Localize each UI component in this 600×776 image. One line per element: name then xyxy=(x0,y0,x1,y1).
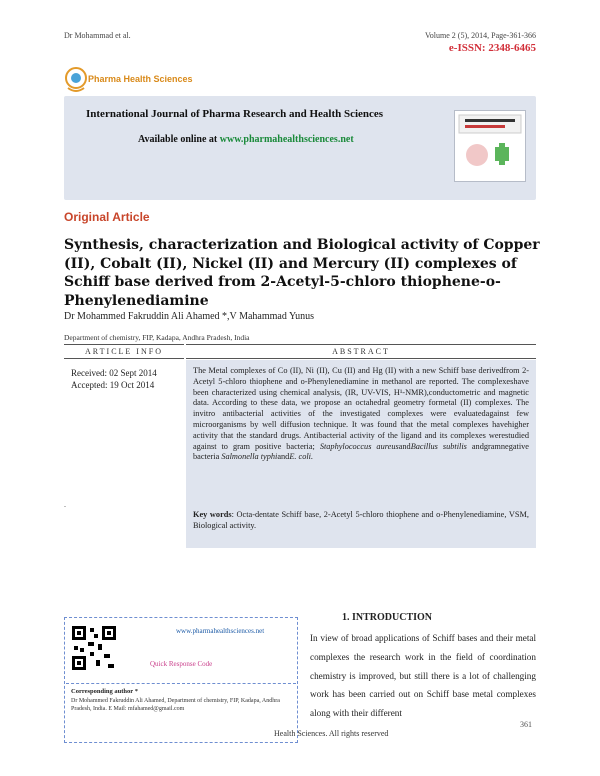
species-bacillus: Bacillus subtilis xyxy=(410,441,467,451)
qr-label: Quick Response Code xyxy=(150,660,213,668)
abstract-heading: ABSTRACT xyxy=(186,344,536,359)
introduction-heading: 1. INTRODUCTION xyxy=(342,612,433,623)
article-dates xyxy=(71,367,157,391)
received-date: Received: 02 Sept 2014 xyxy=(71,368,157,378)
species-ecoli: E. coli. xyxy=(289,452,314,462)
journal-title: International Journal of Pharma Research and Health Sciences xyxy=(86,108,384,120)
corresponding-author-text: Dr Mohammed Fakruddin Ali Ahamed, Department of chemistry, FIP, Kadapa, Andhra Pradesh, India. E Mail: mfahamed@gmail.com xyxy=(71,698,280,712)
species-staph: Staphylococcus aureus xyxy=(319,441,399,451)
page-number: 361 xyxy=(520,720,532,729)
accepted-date: Accepted: 19 Oct 2014 xyxy=(71,380,155,390)
abstract-and-1: and xyxy=(398,441,411,451)
article-info-heading: ARTICLE INFO xyxy=(64,344,184,359)
info-dot: . xyxy=(64,500,66,509)
running-header-authors: Dr Mohammad et al. xyxy=(64,31,131,40)
qr-divider xyxy=(66,683,296,685)
qr-code-icon[interactable] xyxy=(70,624,118,672)
abstract-and-2: and xyxy=(277,452,290,462)
journal-cover-thumbnail xyxy=(454,110,526,182)
availability-line xyxy=(138,134,354,145)
article-title: Synthesis, characterization and Biological activity of Copper (II), Cobalt (II), Nickel (II) and Mercury (II) complexes of Schiff base derived from 2-Acetyl-5-chloro thiophene-o-Phenylenediamine xyxy=(64,237,540,309)
journal-url[interactable]: www.pharmahealthsciences.net xyxy=(219,134,354,145)
availability-prefix: Available online at xyxy=(138,134,220,145)
logo-text: Pharma Health Sciences xyxy=(88,74,193,84)
abstract-text xyxy=(193,366,529,463)
keywords-list: : Octa-dentate Schiff base, 2-Acetyl 5-chloro thiophene and o-Phenylenediamine, VSM, Biological activity. xyxy=(193,510,529,530)
affiliation: Department of chemistry, FIP, Kadapa, Andhra Pradesh, India xyxy=(64,333,250,342)
abstract-body: The Metal complexes of Co (II), Ni (II), Cu (II) and Hg (II) with a new Schiff base derivedfrom 2-Acetyl 5-chloro thiophene and o-Phenylenediamine in methanol are reported. The complexeshave been characterized using chemical analysis, (IR, UV-VIS, H¹-NMR),conductometric and magnetic data. According to these data, we propose an octahedral geometry formetal (II) complexes. The invitro antibacterial activities of the investigated complexes were evaluatedagainst few microorganisms by well diffusion technique. It was found that the metal complexes havehigher activity that the standard drugs. Antibacterial activity of the ligand and its complexes werestudied against to gram positive bacteria; xyxy=(193,366,529,451)
keywords-label: Key words xyxy=(193,510,232,519)
copyright-footer: Health Sciences. All rights reserved xyxy=(274,729,389,738)
keywords xyxy=(193,510,529,532)
author-list: Dr Mohammed Fakruddin Ali Ahamed *,V Mahammad Yunus xyxy=(64,311,314,322)
issn: e-ISSN: 2348-6465 xyxy=(448,42,536,54)
corresponding-author-title: Corresponding author * xyxy=(71,688,138,695)
abstract-mid: andgramnegative bacteria xyxy=(193,441,529,462)
running-header-volume: Volume 2 (5), 2014, Page-361-366 xyxy=(425,31,536,40)
introduction-text: In view of broad applications of Schiff bases and their metal complexes the research work in the field of coordination chemistry is improved, but still there is a lot of challenging work has been carried out on Schiff base metal complexes along with their different xyxy=(310,633,536,719)
qr-url[interactable]: www.pharmahealthsciences.net xyxy=(176,627,265,635)
article-type: Original Article xyxy=(64,210,150,224)
species-salmonella: Salmonella typhi xyxy=(221,452,278,462)
